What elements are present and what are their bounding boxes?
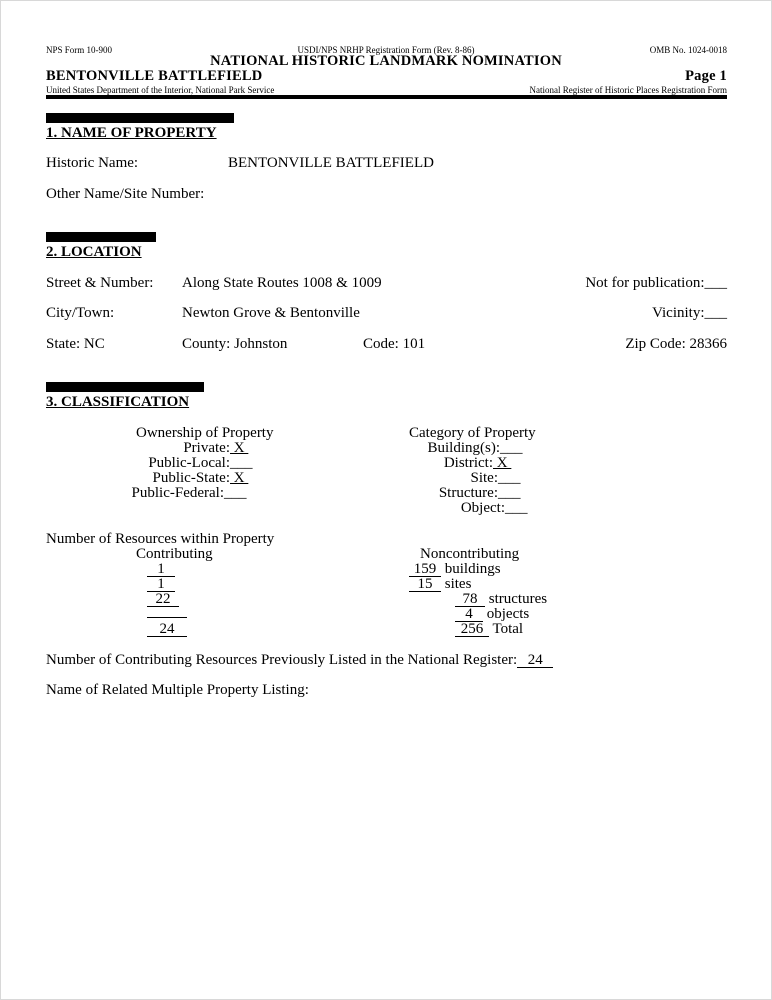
resources-heading: Number of Resources within Property xyxy=(46,531,275,547)
register-form-label: National Register of Historic Places Registration Form xyxy=(529,85,727,95)
ownership-public-federal-label: Public-Federal: xyxy=(131,485,224,501)
category-building-mark: ___ xyxy=(500,440,523,456)
section-1-bar xyxy=(46,113,234,123)
category-heading: Category of Property xyxy=(409,425,536,441)
not-for-publication: Not for publication:___ xyxy=(585,275,727,291)
registration-form-label: USDI/NPS NRHP Registration Form (Rev. 8-86) xyxy=(297,45,475,55)
category-object-mark: ___ xyxy=(505,500,528,516)
contributing-value: 1 xyxy=(147,576,175,593)
ownership-heading: Ownership of Property xyxy=(136,425,274,441)
city-value: Newton Grove & Bentonville xyxy=(182,305,360,321)
noncontributing-total: 256 Total xyxy=(455,621,523,638)
city-label: City/Town: xyxy=(46,305,115,321)
historic-name-label: Historic Name: xyxy=(46,155,139,171)
contributing-value: 22 xyxy=(147,591,179,608)
category-district-mark: X xyxy=(493,455,512,471)
header-rule xyxy=(46,95,727,99)
previously-listed: Number of Contributing Resources Previously Listed in the National Register: 24 xyxy=(46,652,553,669)
related-listing-label: Name of Related Multiple Property Listing: xyxy=(46,682,309,698)
zip-code: Zip Code: 28366 xyxy=(625,336,727,352)
noncontributing-row: 4 objects xyxy=(455,606,529,623)
section-3-bar xyxy=(46,382,204,392)
page-label: Page 1 xyxy=(685,68,727,84)
state: State: NC xyxy=(46,336,105,352)
ownership-public-local-label: Public-Local: xyxy=(148,455,230,471)
noncontributing-heading: Noncontributing xyxy=(420,546,520,562)
vicinity: Vicinity:___ xyxy=(652,305,727,321)
other-name-label: Other Name/Site Number: xyxy=(46,186,205,202)
category-building-label: Building(s): xyxy=(427,440,500,456)
form-number: NPS Form 10-900 xyxy=(46,45,113,55)
section-2-heading: 2. LOCATION xyxy=(46,244,142,260)
category-site-mark: ___ xyxy=(498,470,521,486)
category-structure-mark: ___ xyxy=(498,485,521,501)
contributing-heading: Contributing xyxy=(136,546,213,562)
street-label: Street & Number: xyxy=(46,275,154,291)
noncontributing-row: 15 sites xyxy=(409,576,471,593)
category-structure-label: Structure: xyxy=(438,485,498,501)
agency-label: United States Department of the Interior, National Park Service xyxy=(46,85,275,95)
county: County: Johnston xyxy=(182,336,288,352)
noncontributing-row: 159 buildings xyxy=(409,561,501,578)
street-value: Along State Routes 1008 & 1009 xyxy=(182,275,382,291)
category-site-label: Site: xyxy=(470,470,498,486)
contributing-total: 24 xyxy=(147,621,187,638)
category-district-label: District: xyxy=(443,455,493,471)
property-title: BENTONVILLE BATTLEFIELD xyxy=(46,68,263,84)
ownership-public-local-mark: ___ xyxy=(230,455,253,471)
ownership-public-state-label: Public-State: xyxy=(152,470,230,486)
ownership-public-federal-mark: ___ xyxy=(224,485,247,501)
omb-number: OMB No. 1024-0018 xyxy=(649,45,727,55)
section-2-bar xyxy=(46,232,156,242)
section-1-heading: 1. NAME OF PROPERTY xyxy=(46,125,217,141)
ownership-public-state-mark: X xyxy=(230,470,249,486)
section-3-heading: 3. CLASSIFICATION xyxy=(46,394,190,410)
main-title: NATIONAL HISTORIC LANDMARK NOMINATION xyxy=(210,53,562,69)
category-object-label: Object: xyxy=(460,500,505,516)
ownership-private-label: Private: xyxy=(183,440,230,456)
code: Code: 101 xyxy=(363,336,426,352)
contributing-value: 1 xyxy=(147,561,175,578)
ownership-private-mark: X xyxy=(230,440,249,456)
noncontributing-row: 78 structures xyxy=(455,591,547,608)
historic-name-value: BENTONVILLE BATTLEFIELD xyxy=(228,155,434,171)
